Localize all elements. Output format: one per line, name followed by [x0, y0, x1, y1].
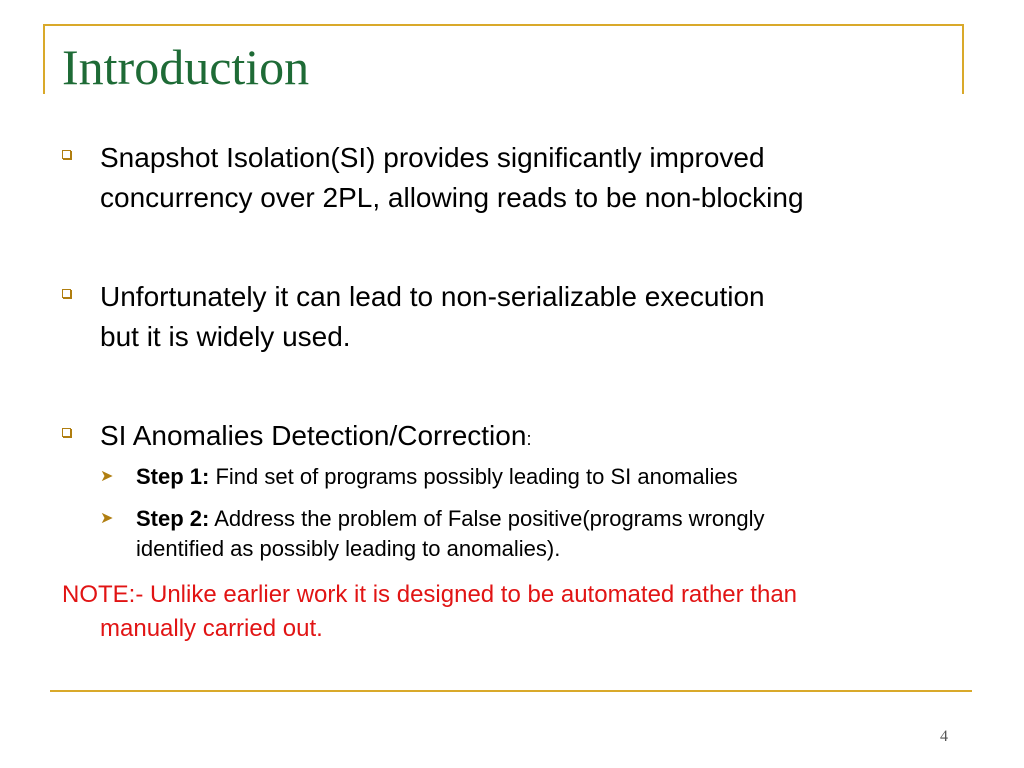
note-line-2: manually carried out. — [100, 615, 323, 642]
bullet-2-line-1: Unfortunately it can lead to non-serializable execution — [100, 281, 765, 312]
note-line-1: NOTE:- Unlike earlier work it is designed to be automated rather than — [62, 581, 798, 608]
hollow-square-bullet-icon — [62, 289, 71, 298]
bullet-text-1 — [100, 138, 970, 218]
note-text — [62, 578, 962, 646]
subbullet-text-1 — [136, 462, 956, 492]
bullet-1-line-1: Snapshot Isolation(SI) provides significantly improved — [100, 142, 765, 173]
frame-right-line — [962, 24, 964, 94]
bullet-1-line-2: concurrency over 2PL, allowing reads to be non-blocking — [100, 182, 804, 213]
step-1-label: Step 1: — [136, 464, 210, 489]
step-2-text-line-1: Address the problem of False positive(programs wrongly — [209, 506, 765, 531]
slide-title: Introduction — [62, 39, 310, 95]
arrowhead-bullet-icon: ➤ — [100, 510, 114, 527]
bullet-3-main: SI Anomalies Detection/Correction — [100, 420, 527, 451]
step-2-text-line-2: identified as possibly leading to anomalies). — [136, 536, 561, 561]
frame-left-line — [43, 24, 45, 94]
frame-top-line — [43, 24, 963, 26]
step-1-text: Find set of programs possibly leading to SI anomalies — [209, 464, 738, 489]
page-number: 4 — [940, 728, 948, 745]
bullet-text-3 — [100, 416, 970, 459]
arrowhead-bullet-icon: ➤ — [100, 468, 114, 485]
hollow-square-bullet-icon — [62, 428, 71, 437]
frame-bottom-line — [50, 690, 972, 692]
bullet-2-line-2: but it is widely used. — [100, 321, 351, 352]
bullet-3-suffix: : — [526, 429, 532, 449]
step-2-label: Step 2: — [136, 506, 210, 531]
bullet-text-2 — [100, 277, 970, 357]
hollow-square-bullet-icon — [62, 150, 71, 159]
subbullet-text-2 — [136, 504, 956, 564]
